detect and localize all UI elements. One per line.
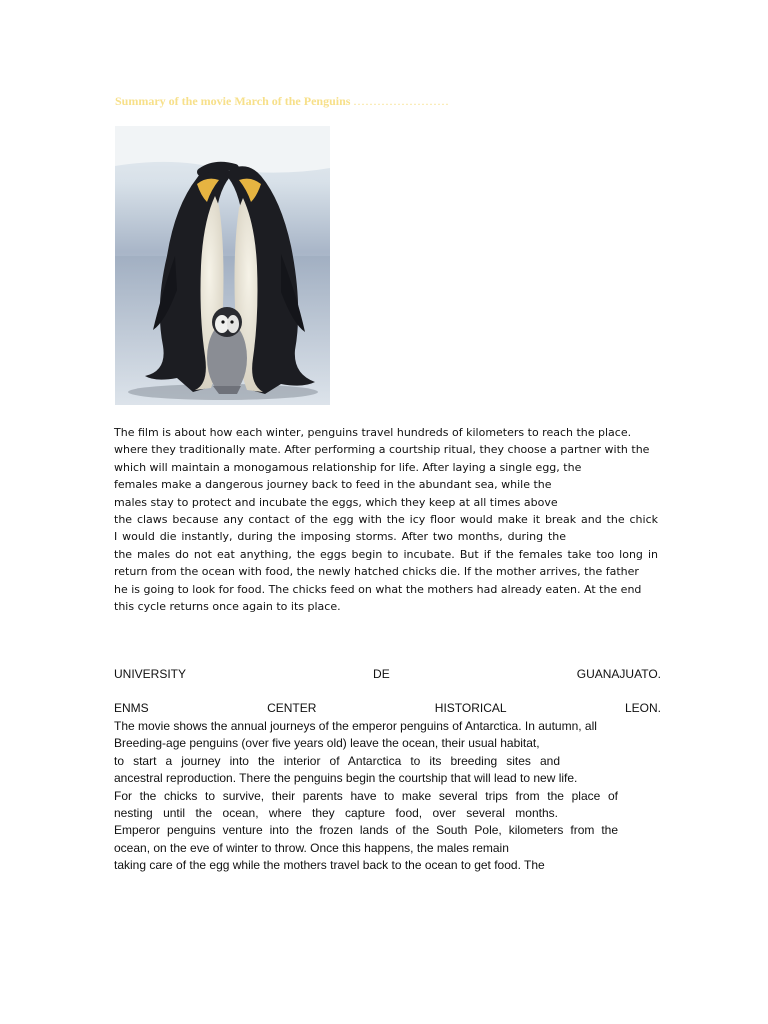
penguin-illustration [115, 126, 330, 405]
movie-line: ancestral reproduction. There the penguins begin the courtship that will lead to new life. [114, 771, 578, 786]
title-text: Summary of the movie March of the Penguins [115, 94, 351, 108]
summary-line: the males do not eat anything, the eggs begin to incubate. But if the females take too long in [114, 547, 658, 561]
movie-paragraph [114, 718, 618, 875]
university-word: GUANAJUATO. [576, 667, 661, 681]
summary-paragraph [114, 424, 658, 615]
center-word: CENTER [267, 701, 317, 715]
movie-line: For the chicks to survive, their parents have to make several trips from the place of [114, 788, 618, 803]
movie-line: to start a journey into the interior of Antarctica to its breeding sites and [114, 753, 560, 768]
summary-line: females make a dangerous journey back to feed in the abundant sea, while the [114, 478, 552, 492]
summary-line: where they traditionally mate. After performing a courtship ritual, they choose a partner with the [114, 443, 650, 457]
summary-line: males stay to protect and incubate the eggs, which they keep at all times above [114, 495, 558, 509]
summary-line: this cycle returns once again to its place. [114, 599, 341, 613]
university-word: DE [373, 667, 390, 681]
title-dots: ........................ [353, 94, 450, 108]
center-word: LEON. [624, 701, 661, 715]
penguin-photo [115, 126, 330, 405]
center-word: HISTORICAL [434, 701, 507, 715]
summary-line: return from the ocean with food, the newly hatched chicks die. If the mother arrives, the father [114, 565, 639, 579]
center-line [114, 701, 661, 715]
movie-line: nesting until the ocean, where they capture food, over several months. [114, 805, 558, 820]
movie-line: Breeding-age penguins (over five years old) leave the ocean, their usual habitat, [114, 736, 540, 751]
movie-line: ocean, on the eve of winter to throw. Once this happens, the males remain [114, 840, 509, 855]
movie-line: taking care of the egg while the mothers travel back to the ocean to get food. The [114, 858, 545, 873]
document-title [115, 94, 465, 109]
summary-line: he is going to look for food. The chicks feed on what the mothers had already eaten. At the end [114, 582, 642, 596]
summary-line: The film is about how each winter, penguins travel hundreds of kilometers to reach the place. [114, 426, 632, 439]
university-word: UNIVERSITY [114, 667, 187, 681]
center-word: ENMS [114, 701, 149, 715]
movie-line: The movie shows the annual journeys of the emperor penguins of Antarctica. In autumn, all [114, 719, 597, 733]
movie-line: Emperor penguins venture into the frozen lands of the South Pole, kilometers from the [114, 823, 618, 838]
summary-line: I would die instantly, during the imposing storms. After two months, during the [114, 530, 566, 544]
summary-line: the claws because any contact of the egg with the icy floor would make it break and the chick [114, 512, 658, 526]
university-line [114, 667, 661, 681]
summary-line: which will maintain a monogamous relationship for life. After laying a single egg, the [114, 460, 582, 474]
